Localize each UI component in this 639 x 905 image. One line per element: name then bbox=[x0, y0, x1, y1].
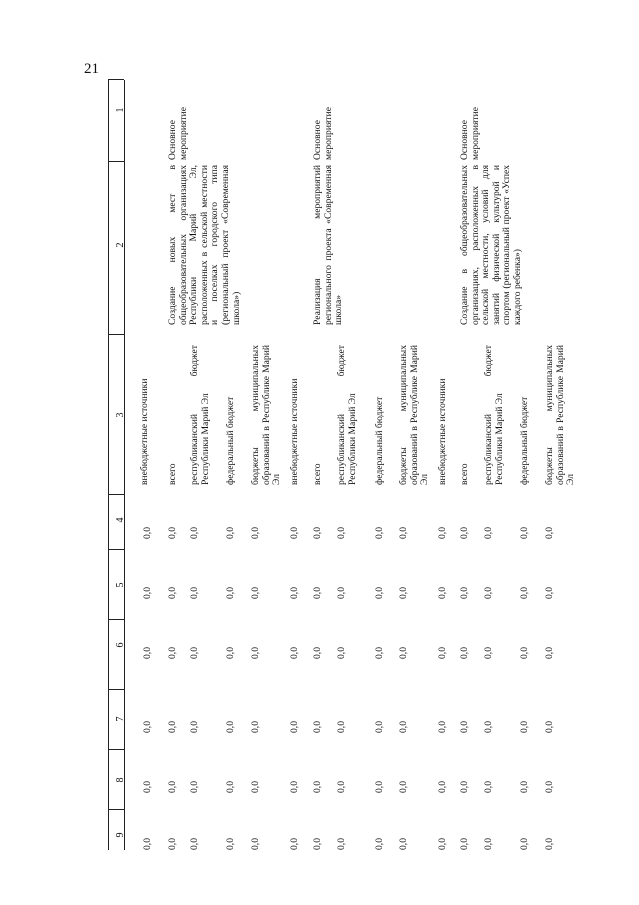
value-cell: 0,0 bbox=[483, 647, 494, 659]
header-col-6: 6 bbox=[115, 642, 126, 648]
value-cell: 0,0 bbox=[437, 527, 448, 539]
value-cell: 0,0 bbox=[483, 838, 494, 850]
value-cell: 0,0 bbox=[398, 527, 409, 539]
group-1-description: Создание новых мест в общеобразовательных организациях Республики Марий Эл, расположенных в сельской местности и поселках городского типа (региональный проект «Современная школа») bbox=[167, 165, 242, 325]
value-cell: 0,0 bbox=[250, 587, 261, 599]
group-1-leading-source: внебюджетные источники bbox=[139, 378, 150, 485]
value-cell: 0,0 bbox=[142, 781, 153, 793]
group-3-description: Создание в общеобразовательных организациях, расположенных в сельской местности, условий для занятий физической культурой и спортом (региональный проект «Успех каждого ребенка») bbox=[459, 165, 523, 325]
col-divider bbox=[108, 619, 124, 620]
value-cell: 0,0 bbox=[189, 587, 200, 599]
col-divider bbox=[108, 549, 124, 550]
header-col-5: 5 bbox=[115, 582, 126, 588]
group-2-source-republic: республиканский бюджет Республики Марий Эл bbox=[336, 345, 358, 485]
header-col-1: 1 bbox=[115, 107, 126, 113]
value-cell: 0,0 bbox=[250, 647, 261, 659]
group-1-source-extrabudget: внебюджетные источники bbox=[289, 378, 300, 485]
value-cell: 0,0 bbox=[336, 587, 347, 599]
value-cell: 0,0 bbox=[142, 838, 153, 850]
value-cell: 0,0 bbox=[142, 587, 153, 599]
value-cell: 0,0 bbox=[398, 721, 409, 733]
value-cell: 0,0 bbox=[544, 647, 555, 659]
value-cell: 0,0 bbox=[189, 721, 200, 733]
group-2-source-extrabudget: внебюджетные источники bbox=[437, 378, 448, 485]
value-cell: 0,0 bbox=[142, 721, 153, 733]
header-col-7: 7 bbox=[115, 716, 126, 722]
header-col-4: 4 bbox=[115, 517, 126, 523]
group-1-type: Основное мероприятие bbox=[167, 107, 189, 160]
header-col-9: 9 bbox=[115, 832, 126, 838]
value-cell: 0,0 bbox=[225, 838, 236, 850]
value-cell: 0,0 bbox=[398, 587, 409, 599]
value-cell: 0,0 bbox=[189, 527, 200, 539]
group-1-source-republic: республиканский бюджет Республики Марий Эл bbox=[189, 345, 211, 485]
value-cell: 0,0 bbox=[289, 781, 300, 793]
value-cell: 0,0 bbox=[167, 838, 178, 850]
col-divider bbox=[108, 749, 124, 750]
value-cell: 0,0 bbox=[336, 527, 347, 539]
value-cell: 0,0 bbox=[483, 721, 494, 733]
value-cell: 0,0 bbox=[437, 587, 448, 599]
value-cell: 0,0 bbox=[519, 838, 530, 850]
value-cell: 0,0 bbox=[336, 781, 347, 793]
value-cell: 0,0 bbox=[336, 721, 347, 733]
value-cell: 0,0 bbox=[519, 527, 530, 539]
value-cell: 0,0 bbox=[336, 838, 347, 850]
value-cell: 0,0 bbox=[483, 587, 494, 599]
value-cell: 0,0 bbox=[312, 781, 323, 793]
value-cell: 0,0 bbox=[336, 647, 347, 659]
value-cell: 0,0 bbox=[225, 527, 236, 539]
group-3-type: Основное мероприятие bbox=[459, 107, 481, 160]
value-cell: 0,0 bbox=[437, 781, 448, 793]
value-cell: 0,0 bbox=[189, 781, 200, 793]
value-cell: 0,0 bbox=[312, 838, 323, 850]
value-cell: 0,0 bbox=[374, 838, 385, 850]
value-cell: 0,0 bbox=[459, 721, 470, 733]
value-cell: 0,0 bbox=[398, 838, 409, 850]
col-divider bbox=[108, 334, 124, 335]
value-cell: 0,0 bbox=[167, 781, 178, 793]
value-cell: 0,0 bbox=[374, 781, 385, 793]
value-cell: 0,0 bbox=[544, 587, 555, 599]
value-cell: 0,0 bbox=[437, 838, 448, 850]
page-number: 21 bbox=[84, 61, 99, 77]
value-cell: 0,0 bbox=[437, 721, 448, 733]
value-cell: 0,0 bbox=[519, 721, 530, 733]
value-cell: 0,0 bbox=[142, 647, 153, 659]
value-cell: 0,0 bbox=[374, 647, 385, 659]
value-cell: 0,0 bbox=[289, 838, 300, 850]
col-divider bbox=[108, 161, 124, 162]
value-cell: 0,0 bbox=[459, 781, 470, 793]
value-cell: 0,0 bbox=[459, 838, 470, 850]
value-cell: 0,0 bbox=[167, 721, 178, 733]
value-cell: 0,0 bbox=[374, 527, 385, 539]
value-cell: 0,0 bbox=[142, 527, 153, 539]
group-2-type: Основное мероприятие bbox=[312, 107, 334, 160]
value-cell: 0,0 bbox=[250, 527, 261, 539]
value-cell: 0,0 bbox=[289, 647, 300, 659]
value-cell: 0,0 bbox=[225, 647, 236, 659]
value-cell: 0,0 bbox=[289, 587, 300, 599]
value-cell: 0,0 bbox=[289, 721, 300, 733]
value-cell: 0,0 bbox=[312, 587, 323, 599]
value-cell: 0,0 bbox=[189, 647, 200, 659]
group-2-source-total: всего bbox=[312, 463, 323, 485]
group-3-source-total: всего bbox=[459, 463, 470, 485]
value-cell: 0,0 bbox=[312, 527, 323, 539]
header-col-3: 3 bbox=[115, 412, 126, 418]
value-cell: 0,0 bbox=[167, 587, 178, 599]
group-2-source-federal: федеральный бюджет bbox=[374, 396, 385, 485]
value-cell: 0,0 bbox=[398, 781, 409, 793]
group-1-source-total: всего bbox=[167, 463, 178, 485]
value-cell: 0,0 bbox=[225, 781, 236, 793]
col-divider bbox=[108, 689, 124, 690]
group-2-description: Реализация мероприятий регионального проекта «Современная школа» bbox=[312, 165, 345, 325]
value-cell: 0,0 bbox=[312, 647, 323, 659]
value-cell: 0,0 bbox=[459, 527, 470, 539]
value-cell: 0,0 bbox=[544, 781, 555, 793]
header-col-2: 2 bbox=[115, 242, 126, 248]
value-cell: 0,0 bbox=[544, 527, 555, 539]
group-2-source-municipal: бюджеты муниципальных образований в Республике Марий Эл bbox=[398, 345, 431, 485]
value-cell: 0,0 bbox=[250, 781, 261, 793]
value-cell: 0,0 bbox=[459, 647, 470, 659]
header-bottom-rule bbox=[124, 80, 125, 850]
value-cell: 0,0 bbox=[374, 587, 385, 599]
value-cell: 0,0 bbox=[312, 721, 323, 733]
value-cell: 0,0 bbox=[374, 721, 385, 733]
group-1-source-federal: федеральный бюджет bbox=[225, 396, 236, 485]
value-cell: 0,0 bbox=[167, 527, 178, 539]
value-cell: 0,0 bbox=[483, 527, 494, 539]
col-divider bbox=[108, 79, 124, 80]
value-cell: 0,0 bbox=[289, 527, 300, 539]
col-divider bbox=[108, 809, 124, 810]
header-col-8: 8 bbox=[115, 777, 126, 783]
value-cell: 0,0 bbox=[225, 721, 236, 733]
group-3-source-municipal: бюджеты муниципальных образований в Республике Марий Эл bbox=[544, 345, 577, 485]
value-cell: 0,0 bbox=[225, 587, 236, 599]
value-cell: 0,0 bbox=[250, 721, 261, 733]
value-cell: 0,0 bbox=[519, 587, 530, 599]
value-cell: 0,0 bbox=[459, 587, 470, 599]
group-3-source-republic: республиканский бюджет Республики Марий Эл bbox=[483, 345, 505, 485]
value-cell: 0,0 bbox=[544, 721, 555, 733]
group-3-source-federal: федеральный бюджет bbox=[519, 396, 530, 485]
value-cell: 0,0 bbox=[167, 647, 178, 659]
value-cell: 0,0 bbox=[519, 647, 530, 659]
value-cell: 0,0 bbox=[483, 781, 494, 793]
value-cell: 0,0 bbox=[544, 838, 555, 850]
value-cell: 0,0 bbox=[398, 647, 409, 659]
col-divider bbox=[108, 494, 124, 495]
value-cell: 0,0 bbox=[189, 838, 200, 850]
value-cell: 0,0 bbox=[519, 781, 530, 793]
table-top-rule bbox=[108, 80, 109, 850]
value-cell: 0,0 bbox=[437, 647, 448, 659]
group-1-source-municipal: бюджеты муниципальных образований в Республике Марий Эл bbox=[250, 345, 283, 485]
value-cell: 0,0 bbox=[250, 838, 261, 850]
